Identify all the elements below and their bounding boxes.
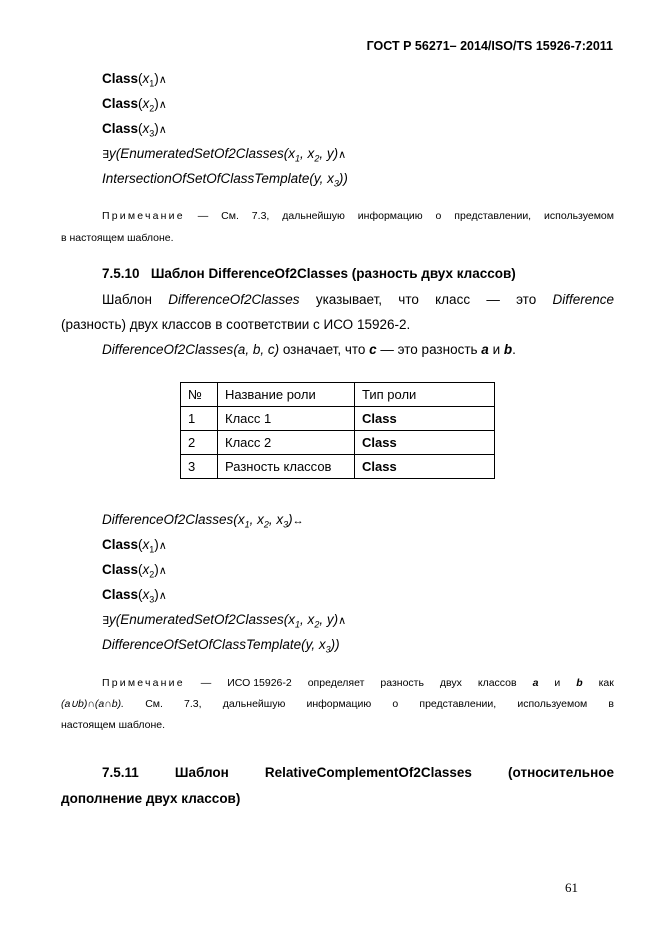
table-cell: Класс 1 xyxy=(218,407,355,431)
table-row xyxy=(181,455,495,479)
formula-line: $Class(x_2)\wedge$ xyxy=(102,562,167,580)
table-cell: Разность классов xyxy=(218,455,355,479)
table-row xyxy=(181,407,495,431)
table-cell: Класс 2 xyxy=(218,431,355,455)
section-heading: 7.5.10 Шаблон DifferenceOf2Classes (разность двух классов) xyxy=(102,266,516,281)
formula-line: $Class(x_2)\wedge$ xyxy=(102,96,167,114)
formula-line: $\exists y(EnumeratedSetOf2Classes(x_1$, $x_2$, y)∧ xyxy=(102,612,347,630)
section-heading-line-2: дополнение двух классов) xyxy=(61,791,241,806)
formula-line: IntersectionOfSetOfClassTemplate(y, $x_3$)) xyxy=(102,171,348,189)
note-1-line-1: Примечание — См. 7.3, дальнейшую информацию о представлении, используемом xyxy=(102,210,614,222)
paragraph-line: Шаблон DifferenceOf2Classes указывает, что класс — это Difference xyxy=(102,292,614,307)
table-cell: 1 xyxy=(181,407,218,431)
table-cell: Class xyxy=(355,407,495,431)
table-header-cell: Название роли xyxy=(218,383,355,407)
table-header-row xyxy=(181,383,495,407)
page-number: 61 xyxy=(565,880,578,895)
formula-line: $DifferenceOf2Classes(x_1$, $x_2$, $x_3)\leftrightarrow$ xyxy=(102,512,304,530)
formula-line: $Class(x_1)\wedge$ xyxy=(102,537,167,555)
paragraph-line: (разность) двух классов в соответствии с ИСО 15926-2. xyxy=(61,317,411,332)
formula-line: $Class(x_3)\wedge$ xyxy=(102,121,167,139)
note-1-line-2: в настоящем шаблоне. xyxy=(61,232,174,244)
note-2-line-2: (a∪b)∩(a∩b). См. 7.3, дальнейшую информацию о представлении, используемом в xyxy=(61,698,614,710)
table-row xyxy=(181,431,495,455)
table-header-cell: Тип роли xyxy=(355,383,495,407)
roles-table xyxy=(180,382,495,479)
formula-line: DifferenceOfSetOfClassTemplate(y, $x_3$)) xyxy=(102,637,340,655)
table-header-cell: № xyxy=(181,383,218,407)
section-heading: 7.5.11 Шаблон RelativeComplementOf2Classes (относительное xyxy=(102,765,614,780)
table-cell: 2 xyxy=(181,431,218,455)
formula-line: $Class(x_1)\wedge$ xyxy=(102,71,167,89)
table-cell: Class xyxy=(355,455,495,479)
document-header: ГОСТ Р 56271– 2014/ISO/TS 15926-7:2011 xyxy=(366,39,613,53)
note-2-line-1: Примечание — ИСО 15926-2 определяет разность двух классов a и b как xyxy=(102,677,614,689)
note-2-line-3: настоящем шаблоне. xyxy=(61,719,166,731)
paragraph-line: DifferenceOf2Classes(a, b, c) означает, что c — это разность a и b. xyxy=(102,342,516,357)
table-cell: 3 xyxy=(181,455,218,479)
table-cell: Class xyxy=(355,431,495,455)
formula-line: $\exists y(EnumeratedSetOf2Classes(x_1$, $x_2$, y)∧ xyxy=(102,146,347,164)
formula-line: $Class(x_3)\wedge$ xyxy=(102,587,167,605)
